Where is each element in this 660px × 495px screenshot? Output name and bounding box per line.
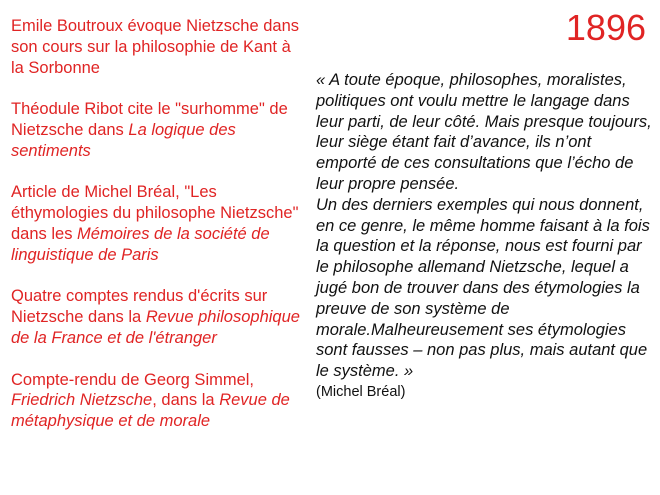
- event-work-title: Friedrich Nietzsche: [11, 391, 153, 410]
- quote-block: [316, 70, 656, 402]
- event-text: , dans la: [152, 391, 220, 410]
- event-item: [11, 16, 303, 78]
- event-text: Article de Michel Bréal, "Les éthymologies du philosophe Nietzsche" dans les: [11, 183, 299, 243]
- event-item: [11, 370, 303, 432]
- event-work-title: La logique des sentiments: [11, 120, 236, 160]
- event-item: [11, 99, 303, 161]
- event-text: Emile Boutroux évoque Nietzsche dans son cours sur la philosophie de Kant à la Sorbonne: [11, 17, 299, 77]
- event-item: [11, 286, 303, 348]
- quote-attribution: (Michel Bréal): [316, 383, 406, 400]
- quote-paragraph: Un des derniers exemples qui nous donnent, en ce genre, le même homme faisant à la fois la question et la réponse, nous est fourni par le philosophe allemand Nietzsche, lequel a jugé bon de trouver dans des étymologies la preuve de son système de morale.Malheureusement ses étymologies sont fausses – non pas plus, mais autant que le système. »: [316, 195, 650, 381]
- events-list: [11, 16, 303, 432]
- event-item: [11, 182, 303, 265]
- year-heading: 1896: [565, 7, 646, 48]
- event-work-title: Revue de métaphysique et de morale: [11, 391, 290, 431]
- event-work-title: Revue philosophique de la France et de l'étranger: [11, 308, 300, 347]
- event-text: Compte-rendu de Georg Simmel,: [11, 370, 255, 389]
- quote-paragraph: « A toute époque, philosophes, moralistes, politiques ont voulu mettre le langage dans leur parti, de leur côté. Mais presque toujours, leur siège étant fait d’avance, ils n’ont emporté de ces consultations que l’écho de leur propre pensée.: [316, 71, 652, 193]
- event-work-title: Mémoires de la société de linguistique de Paris: [11, 224, 270, 264]
- event-text: Théodule Ribot cite le "surhomme" de Nietzsche dans: [11, 100, 288, 139]
- event-text: Quatre comptes rendus d'écrits sur Nietzsche dans la: [11, 287, 268, 327]
